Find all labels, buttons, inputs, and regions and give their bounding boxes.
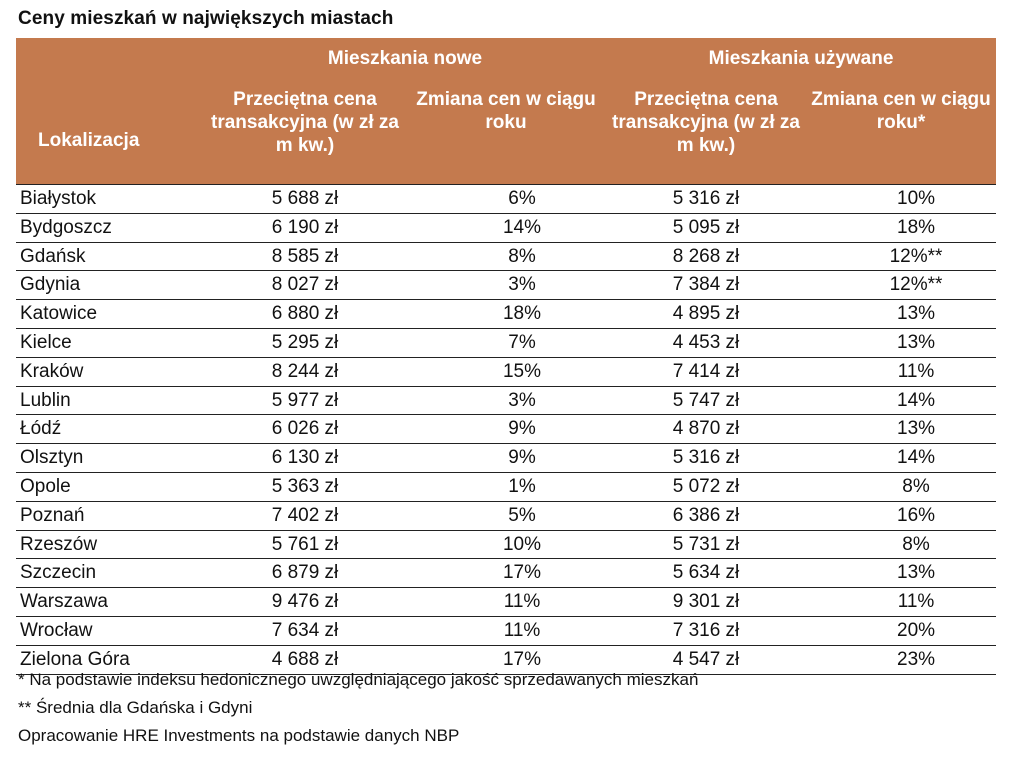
cell-used-price: 5 316 zł: [606, 444, 806, 473]
cell-used-change: 20%: [806, 616, 996, 645]
table-row: [16, 472, 996, 501]
cell-city: Łódź: [16, 415, 204, 444]
cell-new-price: 5 761 zł: [204, 530, 406, 559]
cell-used-price: 6 386 zł: [606, 501, 806, 530]
cell-new-price: 7 402 zł: [204, 501, 406, 530]
cell-new-price: 6 130 zł: [204, 444, 406, 473]
cell-used-change: 14%: [806, 444, 996, 473]
cell-used-change: 11%: [806, 357, 996, 386]
cell-used-change: 13%: [806, 328, 996, 357]
cell-new-price: 6 879 zł: [204, 559, 406, 588]
cell-used-change: 16%: [806, 501, 996, 530]
cell-new-price: 8 027 zł: [204, 271, 406, 300]
footnote-average: ** Średnia dla Gdańska i Gdyni: [18, 698, 253, 717]
cell-new-change: 8%: [406, 242, 606, 271]
cell-used-price: 4 547 zł: [606, 645, 806, 674]
cell-new-change: 3%: [406, 271, 606, 300]
cell-city: Wrocław: [16, 616, 204, 645]
cell-used-price: 9 301 zł: [606, 588, 806, 617]
cell-city: Lublin: [16, 386, 204, 415]
cell-new-change: 17%: [406, 645, 606, 674]
table-row: [16, 357, 996, 386]
cell-used-price: 7 384 zł: [606, 271, 806, 300]
cell-used-price: 4 895 zł: [606, 300, 806, 329]
cell-used-change: 14%: [806, 386, 996, 415]
footnote-hedonic: * Na podstawie indeksu hedonicznego uwzględniającego jakość sprzedawanych mieszkań: [18, 670, 699, 689]
cell-new-price: 6 026 zł: [204, 415, 406, 444]
header-used-price: Przeciętna cena transakcyjna (w zł za m kw.): [606, 78, 806, 185]
table-row: [16, 444, 996, 473]
cell-city: Białystok: [16, 185, 204, 214]
cell-new-change: 11%: [406, 616, 606, 645]
header-location: Lokalizacja: [16, 38, 204, 185]
cell-new-change: 14%: [406, 213, 606, 242]
cell-new-price: 7 634 zł: [204, 616, 406, 645]
table-row: [16, 588, 996, 617]
cell-new-price: 5 295 zł: [204, 328, 406, 357]
cell-used-change: 13%: [806, 415, 996, 444]
cell-new-change: 1%: [406, 472, 606, 501]
cell-used-change: 18%: [806, 213, 996, 242]
cell-new-price: 8 585 zł: [204, 242, 406, 271]
cell-city: Gdańsk: [16, 242, 204, 271]
table-row: [16, 559, 996, 588]
cell-used-price: 5 731 zł: [606, 530, 806, 559]
cell-new-change: 9%: [406, 444, 606, 473]
cell-used-change: 23%: [806, 645, 996, 674]
cell-new-change: 5%: [406, 501, 606, 530]
table-row: [16, 328, 996, 357]
cell-used-price: 5 316 zł: [606, 185, 806, 214]
cell-city: Katowice: [16, 300, 204, 329]
cell-new-price: 8 244 zł: [204, 357, 406, 386]
cell-new-change: 3%: [406, 386, 606, 415]
footnote-source: Opracowanie HRE Investments na podstawie danych NBP: [18, 726, 460, 745]
header-new-price: Przeciętna cena transakcyjna (w zł za m kw.): [204, 78, 406, 185]
cell-new-change: 17%: [406, 559, 606, 588]
price-table: [16, 38, 996, 675]
table-row: [16, 300, 996, 329]
footnotes: [18, 666, 698, 750]
cell-city: Kielce: [16, 328, 204, 357]
table-header: [16, 38, 996, 185]
cell-city: Olsztyn: [16, 444, 204, 473]
cell-new-change: 6%: [406, 185, 606, 214]
cell-used-change: 11%: [806, 588, 996, 617]
cell-used-change: 12%**: [806, 271, 996, 300]
cell-new-price: 6 880 zł: [204, 300, 406, 329]
cell-used-price: 8 268 zł: [606, 242, 806, 271]
cell-new-price: 5 363 zł: [204, 472, 406, 501]
cell-used-change: 12%**: [806, 242, 996, 271]
cell-used-price: 4 870 zł: [606, 415, 806, 444]
table-row: [16, 185, 996, 214]
cell-city: Bydgoszcz: [16, 213, 204, 242]
cell-new-change: 11%: [406, 588, 606, 617]
header-group-new: Mieszkania nowe: [204, 38, 606, 78]
cell-used-price: 4 453 zł: [606, 328, 806, 357]
table-row: [16, 530, 996, 559]
table-row: [16, 616, 996, 645]
cell-city: Gdynia: [16, 271, 204, 300]
table-row: [16, 415, 996, 444]
cell-new-change: 18%: [406, 300, 606, 329]
cell-used-change: 13%: [806, 300, 996, 329]
cell-used-change: 8%: [806, 472, 996, 501]
table-row: [16, 386, 996, 415]
cell-used-change: 10%: [806, 185, 996, 214]
table-row: [16, 242, 996, 271]
cell-city: Opole: [16, 472, 204, 501]
cell-new-change: 9%: [406, 415, 606, 444]
cell-city: Rzeszów: [16, 530, 204, 559]
cell-used-price: 5 095 zł: [606, 213, 806, 242]
header-new-change: Zmiana cen w ciągu roku: [406, 78, 606, 185]
cell-used-price: 7 316 zł: [606, 616, 806, 645]
cell-used-price: 5 747 zł: [606, 386, 806, 415]
cell-city: Kraków: [16, 357, 204, 386]
header-used-change: Zmiana cen w ciągu roku*: [806, 78, 996, 185]
cell-used-change: 13%: [806, 559, 996, 588]
table-body: [16, 185, 996, 675]
cell-city: Warszawa: [16, 588, 204, 617]
cell-new-price: 5 688 zł: [204, 185, 406, 214]
cell-new-price: 4 688 zł: [204, 645, 406, 674]
cell-city: Szczecin: [16, 559, 204, 588]
cell-used-price: 5 072 zł: [606, 472, 806, 501]
cell-used-price: 5 634 zł: [606, 559, 806, 588]
table-row: [16, 213, 996, 242]
cell-new-price: 5 977 zł: [204, 386, 406, 415]
cell-used-change: 8%: [806, 530, 996, 559]
cell-new-price: 9 476 zł: [204, 588, 406, 617]
table-row: [16, 501, 996, 530]
header-group-used: Mieszkania używane: [606, 38, 996, 78]
cell-new-price: 6 190 zł: [204, 213, 406, 242]
cell-used-price: 7 414 zł: [606, 357, 806, 386]
cell-new-change: 10%: [406, 530, 606, 559]
cell-new-change: 7%: [406, 328, 606, 357]
cell-city: Zielona Góra: [16, 645, 204, 674]
table-row: [16, 271, 996, 300]
cell-new-change: 15%: [406, 357, 606, 386]
cell-city: Poznań: [16, 501, 204, 530]
page-title: Ceny mieszkań w największych miastach: [18, 8, 394, 29]
